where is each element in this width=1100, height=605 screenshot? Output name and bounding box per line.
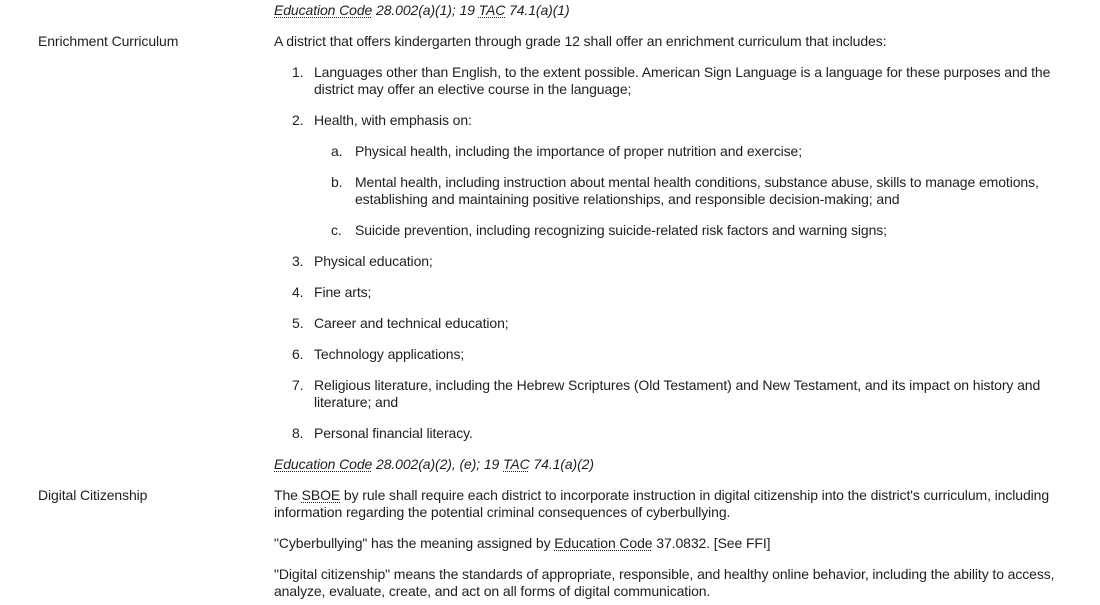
list-item-group-health (292, 112, 1064, 239)
list-item-text: Physical education; (314, 253, 433, 269)
list-item (292, 64, 1064, 98)
list-marker: c. (331, 222, 342, 238)
legal-citation-digital (274, 456, 1064, 473)
list-marker: 2. (292, 112, 304, 128)
list-item-text: Languages other than English, to the extent possible. American Sign Language is a language for these purposes and the district may offer an elective course in the language; (314, 64, 1051, 97)
list-marker: b. (331, 174, 343, 190)
list-item (331, 174, 1064, 208)
list-item (331, 222, 1064, 239)
list-item (292, 284, 1064, 301)
list-item-text: Technology applications; (314, 346, 465, 362)
education-code-link[interactable]: Education Code (554, 535, 653, 551)
citation-text: 28.002(a)(2), (e); 19 (372, 456, 503, 472)
enrichment-intro-paragraph: A district that offers kindergarten through grade 12 shall offer an enrichment curriculum that includes: (274, 33, 887, 49)
cyberbullying-paragraph (274, 535, 1064, 552)
health-lettered-sublist (292, 143, 1064, 239)
list-marker: 6. (292, 346, 304, 362)
tac-link[interactable]: TAC (503, 456, 530, 472)
paragraph-text: 37.0832. [See FFI] (652, 535, 771, 551)
list-marker: 4. (292, 284, 304, 300)
list-item (331, 143, 1064, 160)
enrichment-numbered-list (274, 64, 1064, 442)
list-marker: 7. (292, 377, 304, 393)
list-marker: 5. (292, 315, 304, 331)
list-item-text: Suicide prevention, including recognizing suicide-related risk factors and warning signs; (355, 222, 887, 238)
citation-text: 74.1(a)(1) (505, 2, 570, 18)
list-item-text: Personal financial literacy. (314, 425, 473, 441)
list-item (292, 377, 1064, 411)
list-item-text: Career and technical education; (314, 315, 509, 331)
list-marker: a. (331, 143, 343, 159)
list-item-text: Mental health, including instruction about mental health conditions, substance abuse, skills to manage emotions, establishing and maintaining positive relationships, and responsible decision-making; and (355, 174, 1039, 207)
list-item-text: Health, with emphasis on: (314, 112, 472, 128)
list-item (292, 346, 1064, 363)
label-gutter-spacer (0, 535, 274, 566)
sboe-paragraph (274, 487, 1064, 521)
citation-text: 28.002(a)(1); 19 (372, 2, 479, 18)
sboe-link[interactable]: SBOE (301, 487, 341, 503)
list-marker: 8. (292, 425, 304, 441)
education-code-link[interactable]: Education Code (274, 456, 373, 472)
list-item (292, 425, 1064, 442)
digital-citizenship-definition-paragraph: "Digital citizenship" means the standards of appropriate, responsible, and healthy online behavior, including the ability to access, analyze, evaluate, create, and act on all forms of digital communication. (274, 566, 1055, 599)
list-item-text: Fine arts; (314, 284, 372, 300)
list-item-text: Physical health, including the importance of proper nutrition and exercise; (355, 143, 802, 159)
tac-link[interactable]: TAC (478, 2, 506, 18)
list-item (292, 112, 1064, 129)
list-item (292, 315, 1064, 332)
list-item (292, 253, 1064, 270)
citation-text: 74.1(a)(2) (529, 456, 594, 472)
list-item-text: Religious literature, including the Hebrew Scriptures (Old Testament) and New Testament, and its impact on history and literature; and (314, 377, 1041, 410)
label-gutter-spacer (0, 2, 274, 33)
paragraph-text: by rule shall require each district to incorporate instruction in digital citizenship into the district's curriculum, including information regarding the potential criminal consequences of cyberbullying. (274, 487, 1050, 520)
paragraph-text: The (274, 487, 302, 503)
legal-citation-enrichment (274, 2, 1064, 19)
label-gutter-spacer (0, 456, 274, 487)
education-code-link[interactable]: Education Code (274, 2, 373, 18)
label-gutter-spacer (0, 566, 274, 605)
section-label-enrichment-curriculum: Enrichment Curriculum (38, 33, 179, 49)
list-marker: 1. (292, 64, 304, 80)
section-label-digital-citizenship: Digital Citizenship (38, 487, 148, 503)
paragraph-text: "Cyberbullying" has the meaning assigned by (274, 535, 555, 551)
list-marker: 3. (292, 253, 304, 269)
